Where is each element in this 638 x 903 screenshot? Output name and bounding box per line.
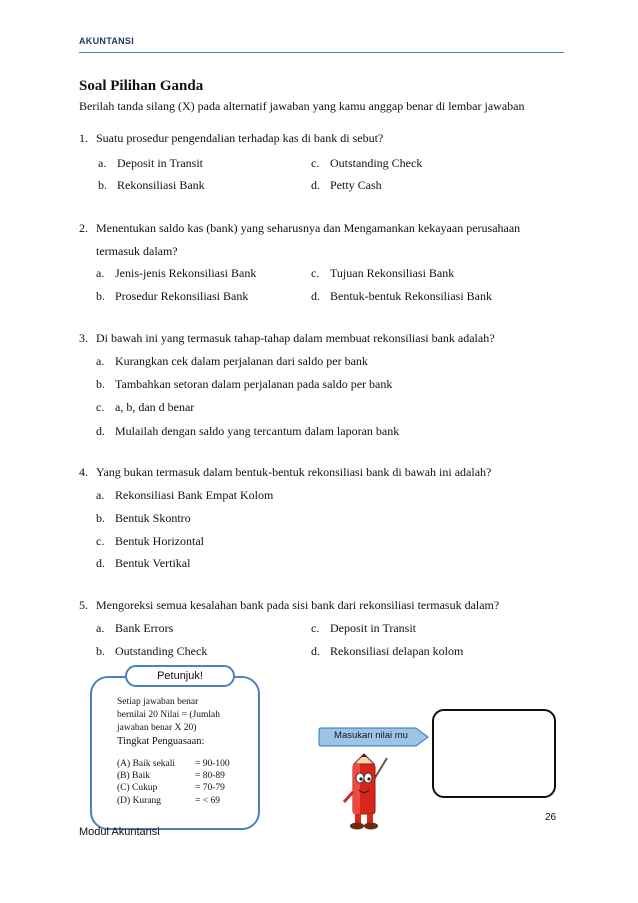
option-3b: b. Tambahkan setoran dalam perjalanan pada saldo per bank <box>96 377 393 391</box>
option-2c: c. Tujuan Rekonsiliasi Bank <box>311 266 455 280</box>
option-1b: b. Rekonsiliasi Bank <box>98 178 205 192</box>
grade-d: (D) Kurang = < 69 <box>117 796 220 806</box>
header-rule <box>79 52 564 53</box>
option-2b: b. Prosedur Rekonsiliasi Bank <box>96 289 249 303</box>
question-text: Di bawah ini yang termasuk tahap-tahap dalam membuat rekonsiliasi bank adalah? <box>96 331 495 345</box>
question-text: Yang bukan termasuk dalam bentuk-bentuk rekonsiliasi bank di bawah ini adalah? <box>96 465 492 479</box>
footer-module-name: Modul Akuntansi <box>79 826 160 838</box>
option-3c: c. a, b, dan d benar <box>96 400 195 414</box>
question-text: Mengoreksi semua kesalahan bank pada sisi bank dari rekonsiliasi termasuk dalam? <box>96 598 500 612</box>
option-4b: b. Bentuk Skontro <box>96 511 191 525</box>
option-3a: a. Kurangkan cek dalam perjalanan dari saldo per bank <box>96 354 368 368</box>
hint-text: Setiap jawaban benar bernilai 20 Nilai = (Jumlah jawaban benar X 20) Tingkat Penguasaan: <box>117 697 220 747</box>
question-1 <box>79 131 383 146</box>
grade-b: (B) Baik = 80-89 <box>117 771 225 781</box>
option-1c: c. Outstanding Check <box>311 156 423 170</box>
option-5d: d. Rekonsiliasi delapan kolom <box>311 644 464 658</box>
question-text-continued: termasuk dalam? <box>96 244 178 258</box>
pencil-mascot-icon <box>340 752 388 832</box>
question-text: Suatu prosedur pengendalian terhadap kas di bank di sebut? <box>96 131 384 145</box>
hint-tab: Petunjuk! <box>125 665 235 687</box>
option-4a: a. Rekonsiliasi Bank Empat Kolom <box>96 488 274 502</box>
running-header: AKUNTANSI <box>79 36 135 46</box>
question-text: Menentukan saldo kas (bank) yang seharusnya dan Mengamankan kekayaan perusahaan <box>96 221 521 235</box>
grade-a: (A) Baik sekali = 90-100 <box>117 759 230 769</box>
option-5a: a. Bank Errors <box>96 621 174 635</box>
question-4 <box>79 465 491 480</box>
score-callout-label: Masukan nilai mu <box>334 730 408 741</box>
option-5b: b. Outstanding Check <box>96 644 208 658</box>
question-number: 5. <box>79 598 88 612</box>
score-input-box[interactable] <box>432 709 556 798</box>
option-2d: d. Bentuk-bentuk Rekonsiliasi Bank <box>311 289 492 303</box>
option-4c: c. Bentuk Horizontal <box>96 534 204 548</box>
option-1d: d. Petty Cash <box>311 178 382 192</box>
question-number: 1. <box>79 131 88 145</box>
instruction-text: Berilah tanda silang (X) pada alternatif jawaban yang kamu anggap benar di lembar jawaban <box>79 99 525 113</box>
option-4d: d. Bentuk Vertikal <box>96 556 191 570</box>
option-1a: a. Deposit in Transit <box>98 156 204 170</box>
section-title: Soal Pilihan Ganda <box>79 78 204 94</box>
question-5 <box>79 598 499 613</box>
question-number: 3. <box>79 331 88 345</box>
page-number: 26 <box>545 812 557 823</box>
option-2a: a. Jenis-jenis Rekonsiliasi Bank <box>96 266 257 280</box>
question-2 <box>79 221 520 236</box>
question-number: 2. <box>79 221 88 235</box>
option-5c: c. Deposit in Transit <box>311 621 417 635</box>
question-3 <box>79 331 495 346</box>
question-number: 4. <box>79 465 88 479</box>
option-3d: d. Mulailah dengan saldo yang tercantum dalam laporan bank <box>96 424 400 438</box>
grade-c: (C) Cukup = 70-79 <box>117 783 225 793</box>
